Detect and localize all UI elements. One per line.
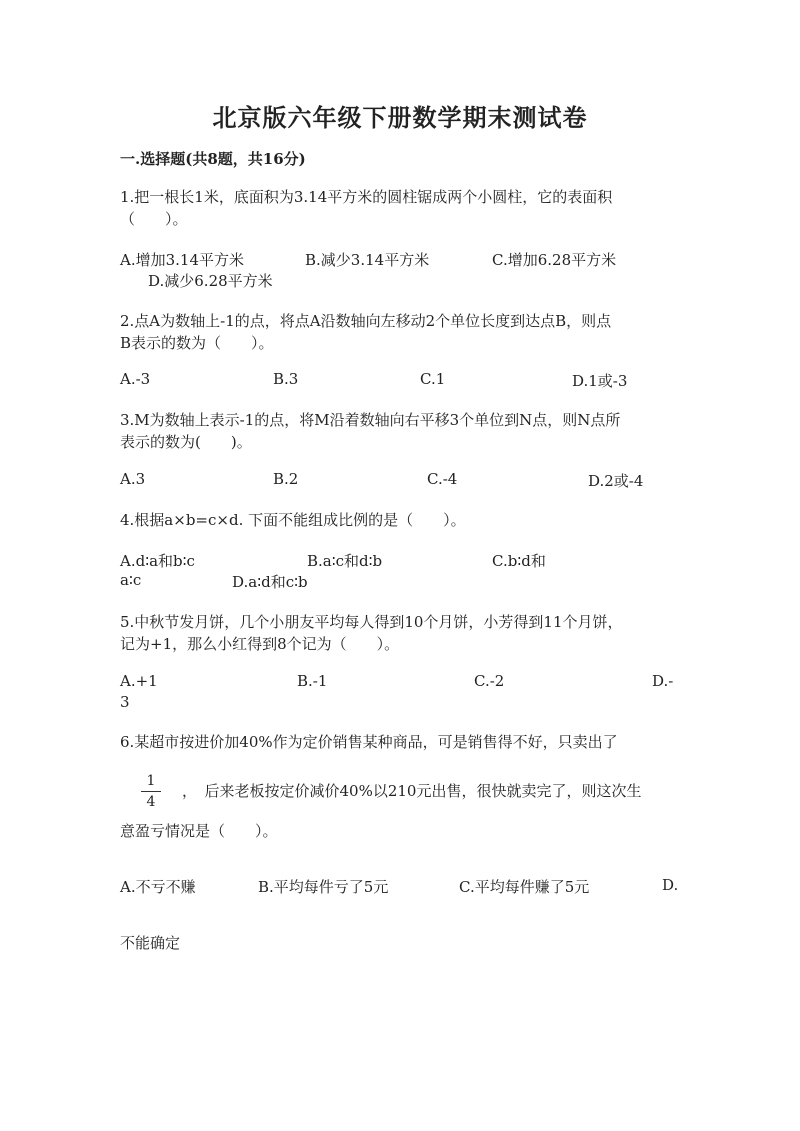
question-3-option-b: B.2 bbox=[273, 470, 299, 488]
question-5-text-cont: 记为+1，那么小红得到8个记为（ ）。 bbox=[120, 635, 400, 653]
question-6-option-d-cont: 不能确定 bbox=[120, 934, 181, 952]
question-2-option-d: D.1或-3 bbox=[572, 372, 628, 390]
question-2-option-b: B.3 bbox=[273, 370, 299, 388]
question-4-option-c-cont: a∶c bbox=[120, 571, 142, 589]
question-6-option-b: B.平均每件亏了5元 bbox=[258, 878, 389, 896]
question-4-option-a: A.d∶a和b∶c bbox=[120, 552, 195, 570]
question-5-option-d-cont: 3 bbox=[120, 693, 130, 711]
question-6-option-a: A.不亏不赚 bbox=[120, 878, 196, 896]
question-3-option-a: A.3 bbox=[120, 470, 146, 488]
fraction-denominator: 4 bbox=[146, 794, 156, 810]
question-6-text: 6.某超市按进价加40%作为定价销售某种商品，可是销售得不好，只卖出了 bbox=[120, 733, 618, 751]
question-5-option-d: D.- bbox=[652, 672, 674, 690]
question-1-option-c: C.增加6.28平方米 bbox=[492, 251, 617, 269]
section-heading: 一.选择题(共8题，共16分) bbox=[120, 150, 306, 168]
question-1-text: 1.把一根长1米，底面积为3.14平方米的圆柱锯成两个小圆柱，它的表面积 bbox=[120, 188, 613, 206]
question-4-option-b: B.a∶c和d∶b bbox=[307, 552, 383, 570]
question-2-text: 2.点A为数轴上-1的点，将点A沿数轴向左移动2个单位长度到达点B，则点 bbox=[120, 312, 612, 330]
question-6-option-c: C.平均每件赚了5元 bbox=[459, 878, 590, 896]
question-1-text-cont: （ ）。 bbox=[120, 210, 188, 228]
fraction-numerator: 1 bbox=[146, 773, 156, 789]
question-6-text-cont: ， 后来老板按定价减价40%以210元出售，很快就卖完了，则这次生 bbox=[182, 782, 642, 800]
question-4-option-c: C.b∶d和 bbox=[492, 552, 546, 570]
question-2-text-cont: B表示的数为（ ）。 bbox=[120, 334, 274, 352]
question-5-option-b: B.-1 bbox=[297, 672, 328, 690]
question-5-option-c: C.-2 bbox=[474, 672, 505, 690]
question-2-option-a: A.-3 bbox=[120, 370, 151, 388]
question-1-option-d: D.减少6.28平方米 bbox=[148, 272, 273, 290]
question-4-option-d: D.a∶d和c∶b bbox=[232, 573, 308, 591]
question-6-option-d: D. bbox=[662, 876, 679, 894]
question-1-option-a: A.增加3.14平方米 bbox=[120, 251, 244, 269]
question-1-option-b: B.减少3.14平方米 bbox=[305, 251, 430, 269]
question-3-option-d: D.2或-4 bbox=[588, 472, 644, 490]
question-3-text: 3.M为数轴上表示-1的点，将M沿着数轴向右平移3个单位到N点，则N点所 bbox=[120, 411, 621, 429]
question-5-option-a: A.+1 bbox=[120, 672, 158, 690]
question-3-option-c: C.-4 bbox=[427, 470, 458, 488]
question-2-option-c: C.1 bbox=[420, 370, 446, 388]
question-4-text: 4.根据a×b=c×d. 下面不能组成比例的是（ ）。 bbox=[120, 511, 466, 529]
page-title: 北京版六年级下册数学期末测试卷 bbox=[212, 103, 588, 132]
question-3-text-cont: 表示的数为( )。 bbox=[120, 433, 252, 451]
fraction-one-quarter bbox=[138, 772, 164, 811]
fraction-bar bbox=[141, 791, 161, 792]
question-5-text: 5.中秋节发月饼，几个小朋友平均每人得到10个月饼，小芳得到11个月饼， bbox=[120, 613, 623, 631]
question-6-text-end: 意盈亏情况是（ ）。 bbox=[120, 822, 278, 840]
